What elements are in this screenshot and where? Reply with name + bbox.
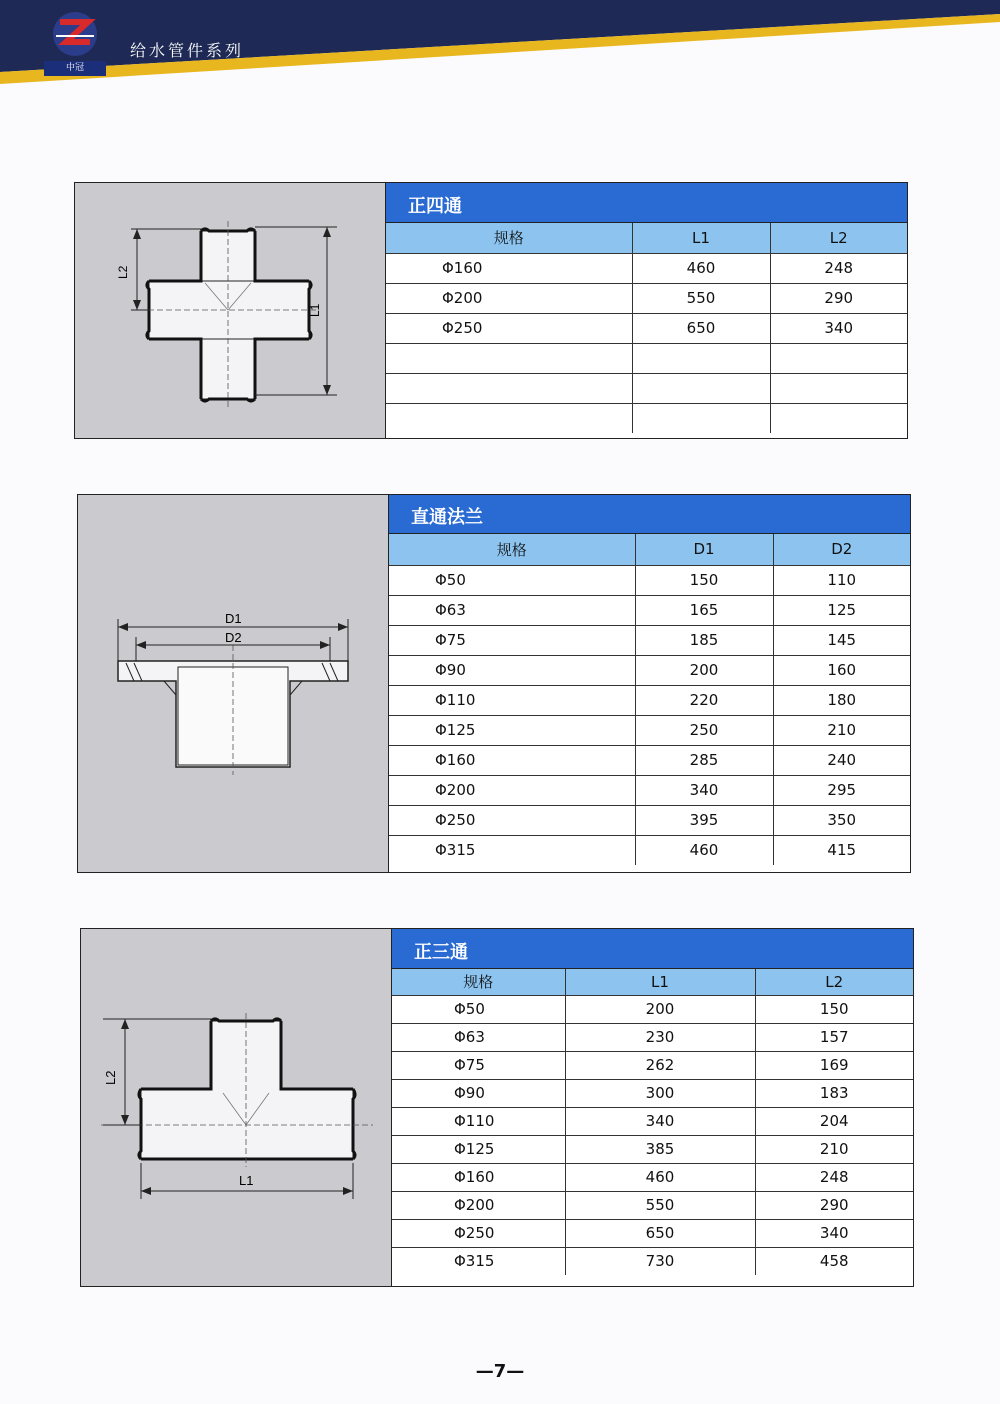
table-row — [389, 565, 910, 595]
table-row — [392, 995, 913, 1023]
value-cell: 240 — [773, 745, 910, 775]
value-cell — [632, 403, 770, 433]
spec-cell: Φ250 — [386, 313, 632, 343]
value-cell: 460 — [635, 835, 773, 865]
series-title: 给水管件系列 — [130, 41, 245, 60]
value-cell: 150 — [635, 565, 773, 595]
table-row — [386, 373, 907, 403]
label-d1: D1 — [225, 611, 242, 626]
flange-table — [389, 495, 910, 872]
value-cell: 180 — [773, 685, 910, 715]
tee-drawing — [81, 929, 391, 1286]
tee-table — [392, 929, 913, 1286]
value-cell: 290 — [755, 1191, 913, 1219]
table-row — [392, 1247, 913, 1275]
value-cell — [770, 343, 907, 373]
value-cell: 730 — [565, 1247, 755, 1275]
value-cell: 220 — [635, 685, 773, 715]
value-cell: 248 — [770, 253, 907, 283]
table-row — [389, 625, 910, 655]
value-cell: 650 — [565, 1219, 755, 1247]
table-row — [392, 1051, 913, 1079]
value-cell: 340 — [565, 1107, 755, 1135]
value-cell: 110 — [773, 565, 910, 595]
value-cell: 145 — [773, 625, 910, 655]
value-cell: 125 — [773, 595, 910, 625]
value-cell: 290 — [770, 283, 907, 313]
table-row — [386, 253, 907, 283]
flange-title: 直通法兰 — [389, 495, 910, 534]
value-cell: 285 — [635, 745, 773, 775]
spec-cell: Φ110 — [392, 1107, 565, 1135]
spec-cell: Φ315 — [389, 835, 635, 865]
tee-figure — [81, 929, 392, 1286]
spec-cell — [386, 373, 632, 403]
table-row — [389, 595, 910, 625]
value-cell: 230 — [565, 1023, 755, 1051]
table-row — [389, 805, 910, 835]
value-cell: 550 — [565, 1191, 755, 1219]
table-row — [389, 745, 910, 775]
spec-cell: Φ200 — [386, 283, 632, 313]
value-cell: 415 — [773, 835, 910, 865]
table-row — [389, 775, 910, 805]
table-row — [389, 715, 910, 745]
cross-fitting-figure — [75, 183, 386, 438]
spec-cell: Φ200 — [392, 1191, 565, 1219]
col-header: 规格 — [386, 223, 632, 253]
table-row — [392, 1219, 913, 1247]
col-header: 规格 — [392, 969, 565, 995]
value-cell: 150 — [755, 995, 913, 1023]
table-row — [386, 313, 907, 343]
table-row — [392, 1023, 913, 1051]
value-cell — [770, 373, 907, 403]
cross-fitting-drawing — [75, 183, 385, 438]
value-cell — [632, 343, 770, 373]
value-cell: 458 — [755, 1247, 913, 1275]
value-cell: 183 — [755, 1079, 913, 1107]
table-row — [392, 1163, 913, 1191]
spec-cell: Φ160 — [389, 745, 635, 775]
spec-cell: Φ50 — [389, 565, 635, 595]
col-header: L1 — [632, 223, 770, 253]
col-header: D1 — [635, 534, 773, 565]
flange-figure — [78, 495, 389, 872]
spec-cell: Φ90 — [389, 655, 635, 685]
value-cell: 185 — [635, 625, 773, 655]
spec-cell — [386, 343, 632, 373]
spec-cell: Φ63 — [392, 1023, 565, 1051]
spec-cell: Φ125 — [392, 1135, 565, 1163]
table-row — [389, 655, 910, 685]
value-cell: 395 — [635, 805, 773, 835]
spec-cell: Φ315 — [392, 1247, 565, 1275]
value-cell: 460 — [632, 253, 770, 283]
spec-cell: Φ250 — [392, 1219, 565, 1247]
value-cell: 165 — [635, 595, 773, 625]
page-header — [0, 0, 1000, 90]
cross-title: 正四通 — [386, 183, 907, 223]
col-header: 规格 — [389, 534, 635, 565]
table-row — [392, 1079, 913, 1107]
value-cell: 650 — [632, 313, 770, 343]
spec-cell: Φ110 — [389, 685, 635, 715]
value-cell: 169 — [755, 1051, 913, 1079]
value-cell: 210 — [773, 715, 910, 745]
label-l1: L1 — [239, 1173, 254, 1188]
value-cell: 157 — [755, 1023, 913, 1051]
value-cell: 460 — [565, 1163, 755, 1191]
table-row — [392, 1135, 913, 1163]
spec-cell: Φ75 — [392, 1051, 565, 1079]
col-header: L1 — [565, 969, 755, 995]
label-l2: L2 — [103, 1070, 118, 1085]
value-cell — [632, 373, 770, 403]
spec-cell: Φ75 — [389, 625, 635, 655]
table-row — [392, 1191, 913, 1219]
tee-title: 正三通 — [392, 929, 913, 969]
value-cell: 262 — [565, 1051, 755, 1079]
value-cell: 200 — [635, 655, 773, 685]
flange-section — [77, 494, 911, 873]
label-l2: L2 — [116, 265, 130, 279]
col-header: L2 — [770, 223, 907, 253]
value-cell: 210 — [755, 1135, 913, 1163]
table-row — [386, 283, 907, 313]
value-cell: 295 — [773, 775, 910, 805]
col-header: D2 — [773, 534, 910, 565]
spec-cell: Φ250 — [389, 805, 635, 835]
value-cell: 340 — [755, 1219, 913, 1247]
logo-label: 中冠 — [44, 61, 106, 76]
table-row — [386, 343, 907, 373]
spec-cell: Φ63 — [389, 595, 635, 625]
value-cell: 300 — [565, 1079, 755, 1107]
value-cell: 350 — [773, 805, 910, 835]
value-cell: 248 — [755, 1163, 913, 1191]
spec-cell: Φ200 — [389, 775, 635, 805]
flange-drawing — [78, 495, 388, 872]
value-cell: 550 — [632, 283, 770, 313]
value-cell: 160 — [773, 655, 910, 685]
value-cell: 204 — [755, 1107, 913, 1135]
spec-cell: Φ90 — [392, 1079, 565, 1107]
tee-section — [80, 928, 914, 1287]
table-row — [386, 403, 907, 433]
value-cell: 200 — [565, 995, 755, 1023]
value-cell: 385 — [565, 1135, 755, 1163]
label-l1: L1 — [308, 303, 322, 317]
spec-cell: Φ160 — [392, 1163, 565, 1191]
value-cell: 340 — [635, 775, 773, 805]
col-header: L2 — [755, 969, 913, 995]
table-row — [389, 685, 910, 715]
spec-cell — [386, 403, 632, 433]
table-row — [392, 1107, 913, 1135]
cross-table — [386, 183, 907, 438]
value-cell: 340 — [770, 313, 907, 343]
table-row — [389, 835, 910, 865]
spec-cell: Φ50 — [392, 995, 565, 1023]
spec-cell: Φ160 — [386, 253, 632, 283]
value-cell — [770, 403, 907, 433]
cross-fitting-section — [74, 182, 908, 439]
page-number: —7— — [475, 1361, 525, 1382]
label-d2: D2 — [225, 630, 242, 645]
value-cell: 250 — [635, 715, 773, 745]
spec-cell: Φ125 — [389, 715, 635, 745]
